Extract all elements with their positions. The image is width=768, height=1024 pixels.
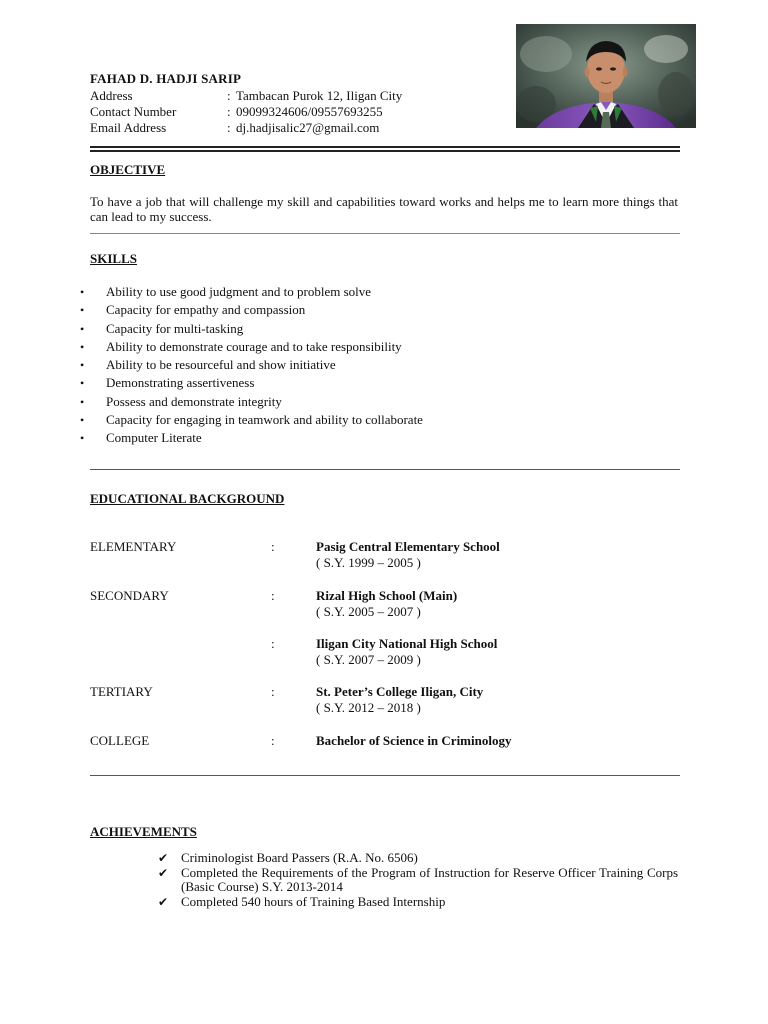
edu-sy-tertiary: ( S.Y. 2012 – 2018 ) (316, 700, 421, 715)
education-heading: EDUCATIONAL BACKGROUND (90, 491, 285, 506)
achievement-text: Criminologist Board Passers (R.A. No. 6506) (181, 850, 418, 865)
edu-school-secondary-2: Iligan City National High School (316, 636, 498, 651)
list-item (80, 429, 423, 447)
checkmark-icon: ✔ (158, 894, 169, 909)
contact-value: 09099324606/09557693255 (236, 104, 383, 119)
header-rule-bottom (90, 150, 680, 154)
contact-label: Contact Number (90, 104, 177, 119)
edu-school-tertiary: St. Peter’s College Iligan, City (316, 684, 484, 699)
bullet-icon: • (80, 321, 85, 336)
edu-colon: : (271, 588, 275, 603)
bullet-icon: • (80, 285, 85, 299)
email-colon: : (227, 120, 231, 135)
skill-text: Capacity for empathy and compassion (106, 302, 306, 318)
edu-colon: : (271, 684, 275, 699)
list-item (80, 338, 423, 356)
edu-colon: : (271, 733, 275, 748)
skill-text: Computer Literate (106, 430, 202, 446)
address-value: Tambacan Purok 12, Iligan City (236, 88, 403, 103)
objective-text: To have a job that will challenge my skill and capabilities toward works and helps me to learn more things that can lead to my success. (90, 194, 678, 224)
applicant-name: FAHAD D. HADJI SARIP (90, 71, 242, 86)
bullet-icon: • (80, 431, 85, 446)
edu-sy-secondary-2: ( S.Y. 2007 – 2009 ) (316, 652, 421, 667)
bullet-icon: • (80, 376, 85, 391)
edu-sy-secondary: ( S.Y. 2005 – 2007 ) (316, 604, 421, 619)
edu-level-secondary: SECONDARY (90, 588, 169, 603)
skill-text: Capacity for engaging in teamwork and ability to collaborate (106, 412, 423, 428)
list-item (80, 411, 423, 429)
checkmark-icon: ✔ (158, 865, 169, 880)
achievements-list (158, 851, 678, 909)
bullet-icon: • (80, 339, 85, 354)
skill-text: Capacity for multi-tasking (106, 320, 244, 336)
list-item (158, 895, 678, 910)
list-item (158, 851, 678, 866)
edu-school-elementary: Pasig Central Elementary School (316, 539, 500, 554)
skills-divider (90, 469, 680, 470)
objective-divider (90, 233, 680, 234)
bullet-icon: • (80, 394, 85, 409)
address-label: Address (90, 88, 133, 103)
edu-school-college: Bachelor of Science in Criminology (316, 733, 512, 748)
education-divider (90, 775, 680, 776)
skills-heading: SKILLS (90, 251, 137, 266)
skill-text: Possess and demonstrate integrity (106, 393, 282, 409)
skills-list (80, 283, 423, 448)
bullet-icon: • (80, 303, 85, 318)
edu-sy-elementary: ( S.Y. 1999 – 2005 ) (316, 555, 421, 570)
skill-text: Demonstrating assertiveness (106, 375, 255, 391)
achievements-heading: ACHIEVEMENTS (90, 824, 197, 839)
skill-text: Ability to be resourceful and show initiative (106, 357, 336, 373)
list-item (80, 374, 423, 392)
achievement-text: Completed 540 hours of Training Based Internship (181, 893, 446, 909)
edu-level-tertiary: TERTIARY (90, 684, 153, 699)
list-item (80, 320, 423, 338)
contact-colon: : (227, 104, 231, 119)
list-item (158, 866, 678, 895)
email-label: Email Address (90, 120, 167, 135)
list-item (80, 283, 423, 301)
bullet-icon: • (80, 358, 85, 373)
edu-level-elementary: ELEMENTARY (90, 539, 177, 554)
achievement-text: Completed the Requirements of the Program of Instruction for Reserve Officer Training Corps (Basic Course) S.Y. 2013-2014 (181, 864, 678, 894)
address-colon: : (227, 88, 231, 103)
edu-school-secondary: Rizal High School (Main) (316, 588, 458, 603)
skill-text: Ability to demonstrate courage and to take responsibility (106, 338, 402, 354)
profile-photo (516, 24, 696, 128)
edu-colon: : (271, 539, 275, 554)
bullet-icon: • (80, 413, 85, 428)
skill-text: Ability to use good judgment and to problem solve (106, 284, 372, 299)
objective-heading: OBJECTIVE (90, 162, 166, 177)
email-value: dj.hadjisalic27@gmail.com (236, 120, 380, 135)
edu-colon: : (271, 636, 275, 651)
list-item (80, 301, 423, 319)
edu-level-college: COLLEGE (90, 733, 150, 748)
checkmark-icon: ✔ (158, 851, 169, 865)
list-item (80, 393, 423, 411)
list-item (80, 356, 423, 374)
